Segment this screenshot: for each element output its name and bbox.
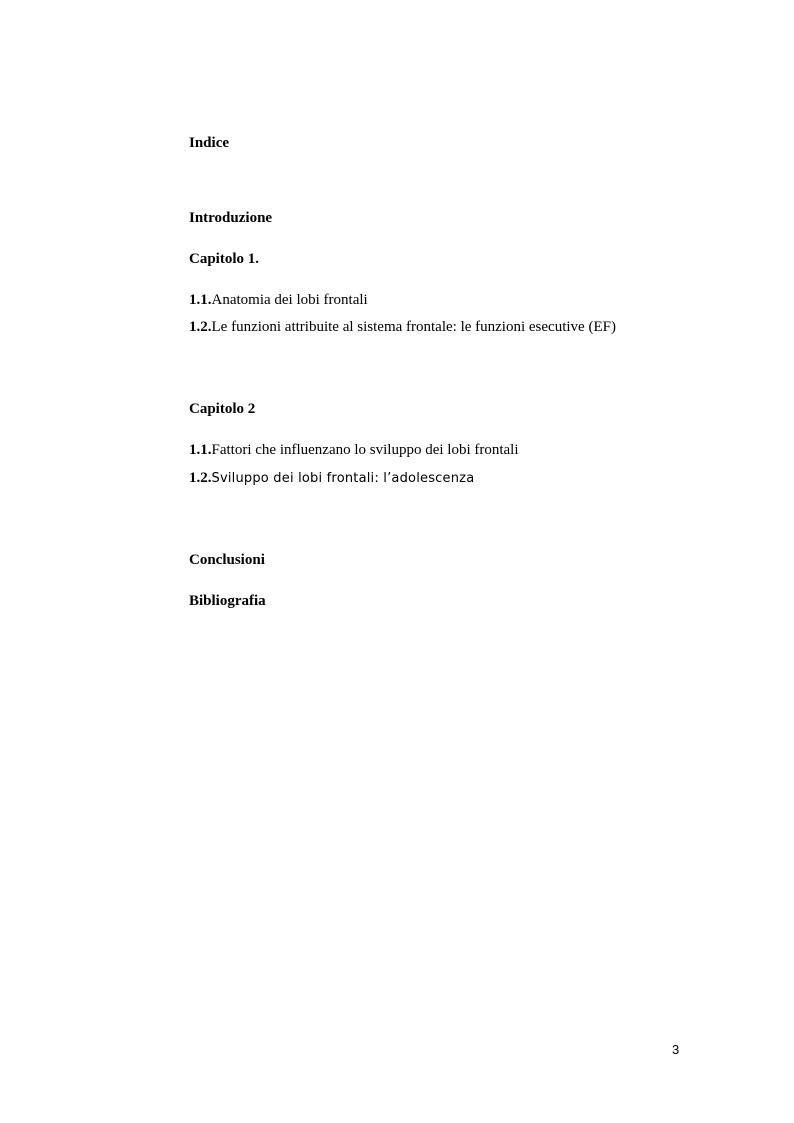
chapter1-title: Capitolo 1. bbox=[189, 251, 260, 267]
page-number: 3 bbox=[672, 1042, 680, 1057]
toc-bibliography: Bibliografia bbox=[189, 593, 266, 609]
chapter2-entry-1 bbox=[189, 441, 519, 459]
chapter2-entry-2 bbox=[189, 469, 474, 488]
chapter1-entry-1 bbox=[189, 291, 368, 309]
entry-text: Le funzioni attribuite al sistema frontale: le funzioni esecutive (EF) bbox=[211, 319, 616, 335]
entry-number: 1.1. bbox=[189, 292, 212, 308]
entry-text: Sviluppo dei lobi frontali: l’adolescenza bbox=[211, 471, 475, 486]
chapter2-title: Capitolo 2 bbox=[189, 401, 256, 417]
toc-heading: Indice bbox=[189, 135, 230, 151]
toc-introduction: Introduzione bbox=[189, 210, 273, 226]
toc-conclusions: Conclusioni bbox=[189, 552, 265, 568]
entry-text: Fattori che influenzano lo sviluppo dei lobi frontali bbox=[211, 442, 519, 458]
entry-text: Anatomia dei lobi frontali bbox=[211, 292, 368, 308]
entry-number: 1.2. bbox=[189, 319, 212, 335]
entry-number: 1.2. bbox=[189, 470, 212, 486]
entry-number: 1.1. bbox=[189, 442, 212, 458]
chapter1-entry-2 bbox=[189, 318, 616, 336]
